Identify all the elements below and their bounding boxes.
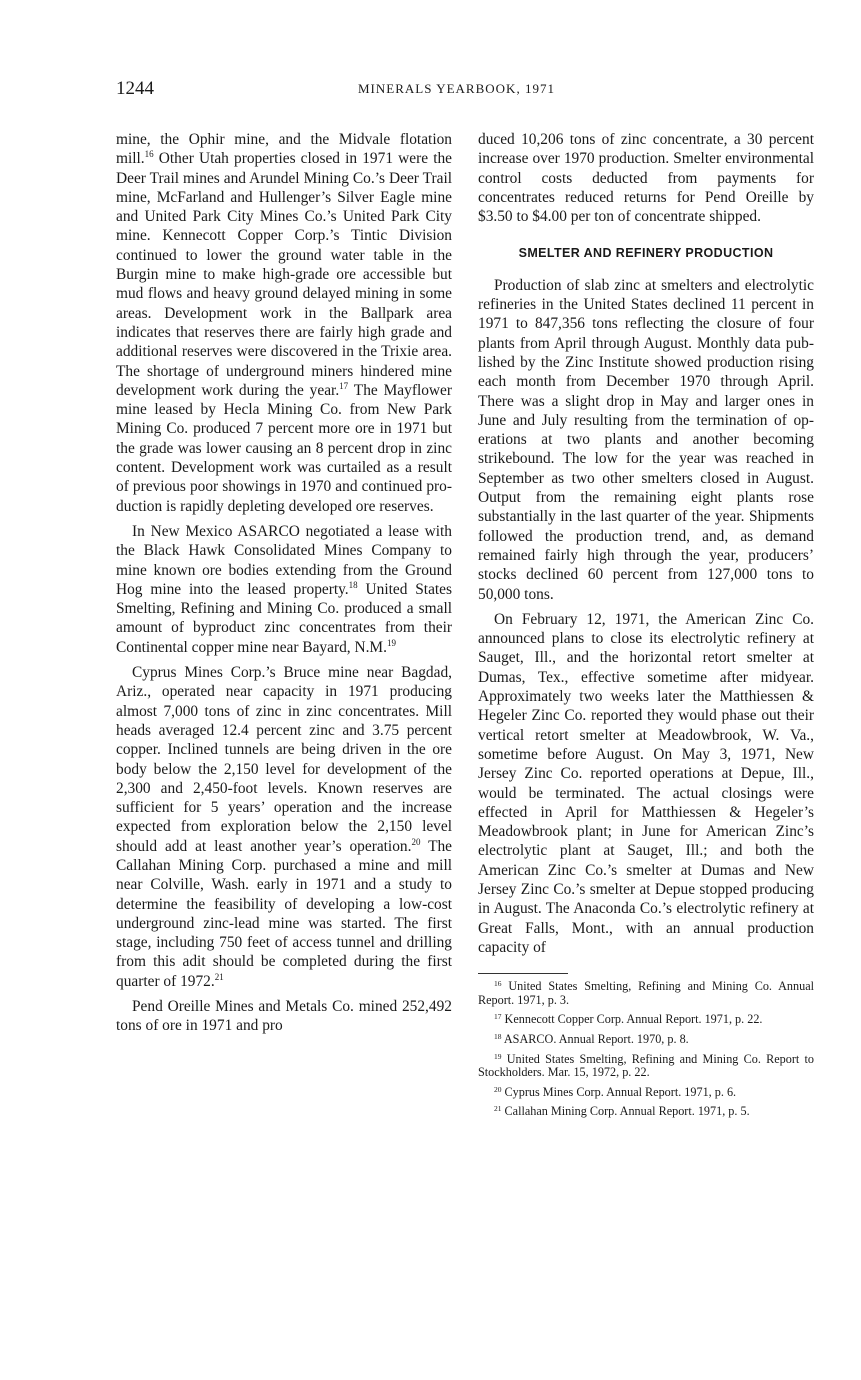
footnote-ref: 16: [144, 149, 154, 160]
paragraph: Cyprus Mines Corp.’s Bruce mine near Bagdad, Ariz., operated near capacity in 1971 producing almost 7,000 tons of zinc in zinc concentrates. Mill heads averaged 12.4 percent zinc and 3.75 percent copper. Inclined tunnels are being driven in the ore body below the 2,150 level for development of the 2,300 and 2,450-foot levels. Known reserves are sufficient for 5 years’ operation and the increase expected from exploration below the 2,150 level should add at least another year’s operation.$^{20}$ The Callahan Mining Corp. purchased a mine and mill near Colville, Wash. early in 1971 and a study to determine the feasibility of developing a low-cost underground zinc-lead mine was started. The first stage, including 750 feet of access tunnel and drilling from this adit should be completed during the first quarter of 1972.21: [116, 664, 452, 990]
footnote: $^{19}$ United States Smelting, Refining and Mining Co. Report to Stockholders. Mar. 15, 1972, p. 22.: [478, 1051, 814, 1080]
footnote-ref: 19: [386, 637, 396, 648]
footnote-divider: [478, 973, 568, 974]
footnote-ref: 20: [411, 836, 421, 847]
footnote-ref: 18: [348, 579, 358, 590]
section-heading: SMELTER AND REFINERY PRODUCTION: [518, 246, 774, 261]
paragraph: On February 12, 1971, the American Zinc Co. announced plans to close its electrolytic refinery at Sauget, Ill., and the horizontal retort smelter at Dumas, Tex., effective sometime after midyear. Approximately two weeks later the Matthiessen & Hegeler Zinc Co. reported they would phase out their vertical retort smelter at Meadowbrook, W. Va., sometime before August. On May 3, 1971, New Jersey Zinc Co. reported operations at Depue, Ill., would be terminated. The actual closings were effected in April for Matthiessen & Hegeler’s Meadowbrook plant; in June for American Zinc’s electrolytic plant at Sauget, Ill.; and both the American Zinc Co.’s smelter at Dumas and New Jersey Zinc Co.’s smelter at Depue stopped producing in August. The Anaconda Co.’s electrolytic refinery at Great Falls, Mont., with an annual production capacity of: [478, 610, 814, 956]
paragraph: mine, the Ophir mine, and the Midvale flotation mill.$^{16}$ Other Utah properties closed in 1971 were the Deer Trail mines and Arundel Mining Co.’s Deer Trail mine, McFarland and Hullenger’s Silver Eagle mine and United Park City Mines Co.’s United Park City mine. Kennecott Copper Corp.’s Tintic Division continued to lower the ground water table in the Burgin mine to make high-grade ore accessible but mud flows and heavy ground delayed mining in some areas. Development work in the Ballpark area indicates that reserves there are fairly high grade and additional reserves were discovered in the Trixie area. The shortage of underground miners hindered mine development work during the year.$^{17}$ The Mayflower mine leased by Hecla Mining Co. from New Park Mining Co. produced 7 percent more ore in 1971 but the grade was lower causing an 8 percent drop in zinc content. Development work was curtailed as a result of previous poor showings in 1970 and continued production is rapidly depleting developed ore reserves.: [116, 131, 452, 515]
paragraph: In New Mexico ASARCO negotiated a lease with the Black Hawk Consolidated Mines Company to mine known ore bodies extending from the Ground Hog mine into the leased property.$^{18}$ United States Smelting, Refining and Mining Co. produced a small amount of byproduct zinc concentrates from their Continental copper mine near Bayard, N.M.$^{19}$: [116, 522, 453, 656]
running-title: MINERALS YEARBOOK, 1971: [358, 81, 555, 96]
paragraph: Pend Oreille Mines and Metals Co. mined 252,492 tons of ore in 1971 and pro: [116, 998, 452, 1035]
page-header: [116, 78, 816, 108]
footnote: $^{20}$ Cyprus Mines Corp. Annual Report. 1971, p. 6.: [494, 1084, 737, 1099]
footnote-ref: 17: [339, 380, 349, 391]
right-column: [478, 130, 814, 1125]
footnote: $^{21}$ Callahan Mining Corp. Annual Report. 1971, p. 5.: [494, 1104, 750, 1119]
footnote-ref: 21: [214, 971, 224, 982]
footnote: $^{18}$ ASARCO. Annual Report. 1970, p. 8.: [494, 1031, 689, 1046]
page-number: 1244: [116, 78, 154, 99]
paragraph: Production of slab zinc at smelters and electrolytic refineries in the United States declined 11 percent in 1971 to 847,356 tons reflecting the closure of four plants from April through August. Monthly data published by the Zinc Institute showed production rising each month from December 1970 through April. There was a slight drop in May and larger ones in June and July resulting from the termination of operations at two plants and another becoming strikebound. The low for the year was reached in September as two other smelters closed in August. Output from the remaining eight plants rose substantially in the last quarter of the year. Shipments followed the production trend, and, as demand remained fairly high through the year, producers’ stocks declined 60 percent from 127,000 tons to 50,000 tons.: [478, 276, 814, 603]
footnote: $^{16}$ United States Smelting, Refining and Mining Co. Annual Report. 1971, p. 3.: [478, 979, 814, 1007]
footnote: $^{17}$ Kennecott Copper Corp. Annual Report. 1971, p. 22.: [494, 1012, 763, 1027]
paragraph: duced 10,206 tons of zinc concentrate, a 30 percent increase over 1970 production. Smelter environmental control costs deducted from payments for concentrates reduced returns for Pend Oreille by $3.50 to $4.00 per ton of concentrate shipped.: [478, 131, 814, 226]
left-column: [116, 130, 452, 1042]
footnotes: [478, 980, 814, 1119]
